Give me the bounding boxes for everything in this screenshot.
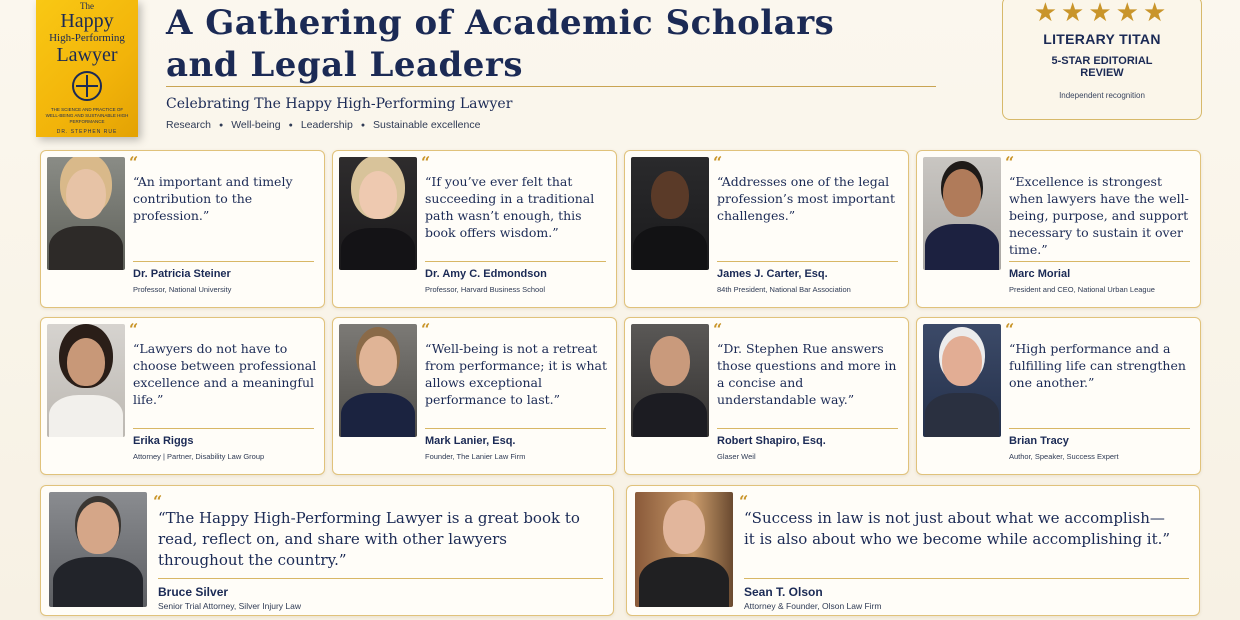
card-divider	[1009, 428, 1190, 429]
avatar	[923, 157, 1001, 270]
avatar	[631, 324, 709, 437]
testimonial-name: Dr. Patricia Steiner	[133, 268, 231, 280]
testimonial-role: Senior Trial Attorney, Silver Injury Law	[158, 601, 301, 611]
testimonial-role: Founder, The Lanier Law Firm	[425, 452, 526, 461]
card-divider	[425, 261, 606, 262]
quote-icon: “	[153, 492, 163, 511]
testimonial-quote: “Addresses one of the legal profession’s most important challenges.”	[717, 174, 895, 223]
tag-item: Sustainable excellence	[373, 119, 481, 131]
tag-item: Research	[166, 119, 211, 131]
card-divider	[158, 578, 603, 579]
testimonial-role: Glaser Weil	[717, 452, 756, 461]
card-divider	[717, 261, 898, 262]
testimonial-role: Professor, National University	[133, 285, 232, 294]
avatar	[339, 157, 417, 270]
testimonial-role: Professor, Harvard Business School	[425, 285, 546, 294]
title-divider	[166, 86, 936, 87]
avatar	[923, 324, 1001, 437]
book-title-lawyer: Lawyer	[56, 44, 118, 66]
quote-icon: “	[1005, 153, 1015, 172]
avatar	[47, 157, 125, 270]
testimonial-name: Bruce Silver	[158, 585, 229, 599]
bullet-icon: ●	[288, 121, 293, 129]
testimonial-card	[916, 317, 1201, 475]
book-author: DR. STEPHEN RUE	[56, 129, 118, 135]
card-divider	[425, 428, 606, 429]
card-divider	[1009, 261, 1190, 262]
testimonial-role: Attorney & Founder, Olson Law Firm	[744, 601, 882, 611]
quote-icon: “	[1005, 320, 1015, 339]
testimonial-card	[624, 317, 909, 475]
testimonial-role: 84th President, National Bar Association	[717, 285, 851, 294]
quote-icon: “	[421, 153, 431, 172]
quote-icon: “	[713, 153, 723, 172]
testimonial-card-wide	[40, 485, 614, 616]
bullet-icon: ●	[360, 121, 366, 129]
page-title-line-2: and Legal Leaders	[166, 45, 523, 85]
testimonial-quote: “The Happy High-Performing Lawyer is a great book to read, reflect on, and share with other lawyers throughout the country.”	[158, 509, 580, 569]
testimonial-quote: “Dr. Stephen Rue answers those questions and more in a concise and understandable way.”	[717, 341, 897, 407]
avatar	[631, 157, 709, 270]
testimonial-card	[40, 150, 325, 308]
testimonial-name: Marc Morial	[1009, 268, 1071, 280]
avatar	[47, 324, 125, 437]
quote-icon: “	[129, 153, 139, 172]
card-divider	[744, 578, 1189, 579]
testimonial-card	[40, 317, 325, 475]
award-review: 5-STAR EDITORIAL REVIEW	[1051, 55, 1153, 79]
testimonial-quote: “If you’ve ever felt that succeeding in a traditional path wasn’t enough, this book offers wisdom.”	[425, 174, 595, 240]
page-title	[166, 2, 906, 86]
testimonial-name: Sean T. Olson	[744, 585, 823, 599]
tag-item: Leadership	[300, 119, 353, 131]
award-note: Independent recognition	[1059, 91, 1145, 100]
book-cover-image	[36, 0, 138, 137]
testimonial-name: Robert Shapiro, Esq.	[717, 435, 826, 447]
testimonial-card	[916, 150, 1201, 308]
star-rating-icon: ★★★★★	[1033, 0, 1171, 27]
quote-icon: “	[129, 320, 139, 339]
avatar	[635, 492, 733, 607]
testimonial-quote: “High performance and a fulfilling life can strengthen one another.”	[1009, 341, 1186, 390]
bullet-icon: ●	[218, 121, 224, 129]
testimonial-card	[332, 150, 617, 308]
page-subtitle: Celebrating The Happy High-Performing Lawyer	[166, 96, 513, 112]
testimonial-role: Attorney | Partner, Disability Law Group	[133, 452, 265, 461]
quote-icon: “	[421, 320, 431, 339]
testimonial-name: Mark Lanier, Esq.	[425, 435, 516, 447]
tag-item: Well-being	[231, 119, 281, 131]
compass-icon	[72, 71, 102, 101]
testimonial-quote: “An important and timely contribution to the profession.”	[133, 174, 293, 223]
award-name: LITERARY TITAN	[1043, 31, 1161, 47]
testimonial-name: Dr. Amy C. Edmondson	[425, 268, 547, 280]
testimonial-role: Author, Speaker, Success Expert	[1009, 452, 1119, 461]
card-divider	[717, 428, 898, 429]
testimonial-quote: “Excellence is strongest when lawyers have the well-being, purpose, and support necessary to sustain it over time.”	[1009, 174, 1189, 257]
book-title-the: The	[80, 1, 94, 11]
tag-list	[166, 119, 480, 131]
card-divider	[133, 428, 314, 429]
testimonial-name: James J. Carter, Esq.	[717, 268, 828, 280]
testimonial-quote: “Well-being is not a retreat from performance; it is what allows exceptional performance to last.”	[425, 341, 608, 407]
testimonial-card-wide	[626, 485, 1200, 616]
quote-icon: “	[739, 492, 749, 511]
award-badge	[1002, 0, 1202, 120]
testimonial-quote: “Success in law is not just about what we accomplish—it is also about who we become while accomplishing it.”	[744, 509, 1171, 548]
testimonial-card	[624, 150, 909, 308]
card-divider	[133, 261, 314, 262]
book-title-high-performing: High-Performing	[49, 32, 125, 44]
testimonial-card	[332, 317, 617, 475]
testimonial-role: President and CEO, National Urban League	[1009, 285, 1155, 294]
quote-icon: “	[713, 320, 723, 339]
book-title-happy: Happy	[60, 10, 114, 32]
page-title-line-1: A Gathering of Academic Scholars	[166, 3, 835, 43]
testimonial-name: Brian Tracy	[1009, 435, 1069, 447]
book-subtitle: THE SCIENCE AND PRACTICE OF WELL-BEING AND SUSTAINABLE HIGH PERFORMANCE	[45, 107, 129, 124]
testimonial-name: Erika Riggs	[133, 435, 194, 447]
avatar	[339, 324, 417, 437]
avatar	[49, 492, 147, 607]
testimonial-quote: “Lawyers do not have to choose between professional excellence and a meaningful life.”	[133, 341, 317, 407]
